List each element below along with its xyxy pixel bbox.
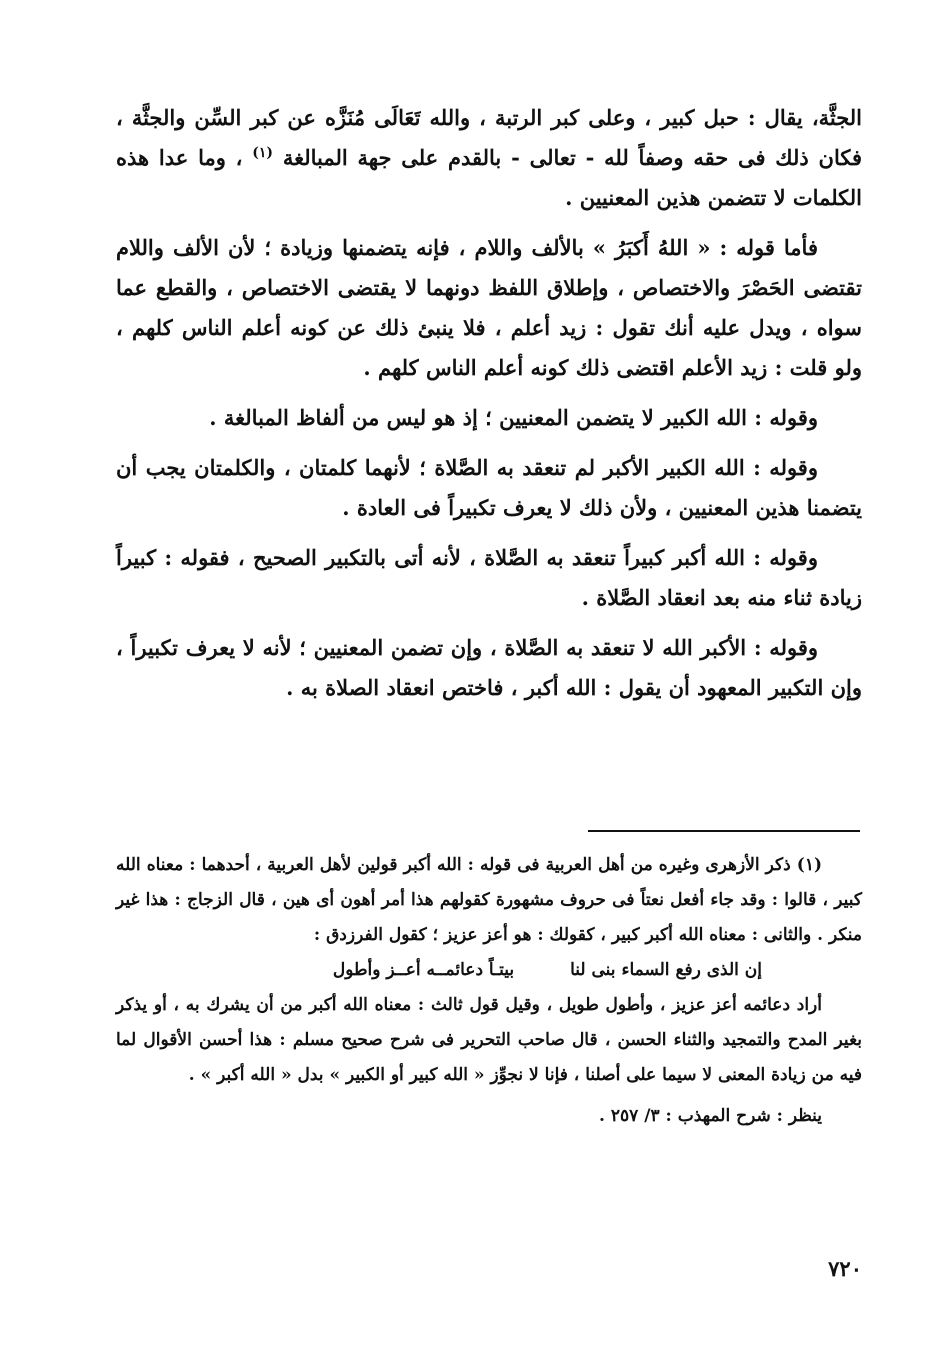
- paragraph-3: وقوله : الله الكبير لا يتضمن المعنيين ؛ إذ هو ليس من ألفاظ المبالغة .: [209, 405, 818, 430]
- page-number: ٧٢٠: [828, 1256, 862, 1281]
- footnotes: [116, 848, 862, 1134]
- verse-first-hemistich: إن الذى رفع السماء بنى لنا: [570, 960, 762, 980]
- footnote-divider: [588, 830, 860, 832]
- paragraph-1-tail: ، وما عدا هذه الكلمات لا تتضمن هذين المعنيين .: [116, 145, 862, 210]
- verse-second-hemistich: بيتـاً دعائمــه أعــز وأطول: [332, 960, 515, 980]
- footnote-reference-source: ينظر : شرح المهذب : ٣/ ٢٥٧ .: [599, 1106, 822, 1126]
- paragraph-6: وقوله : الأكبر الله لا تنعقد به الصَّلاة ، وإن تضمن المعنيين ؛ لأنه لا يعرف تكبيراً ، وإن التكبير المعهود أن يقول : الله أكبر ، فاختص انعقاد الصلاة به .: [116, 635, 862, 700]
- paragraph-2: فأما قوله : « اللهُ أَكبَرُ » بالألف واللام ، فإنه يتضمنها وزيادة ؛ لأن الألف واللام تقتضى الحَصْرَ والاختصاص ، وإطلاق اللفظ دونهما لا يقتضى الاختصاص ، والقطع عما سواه ، ويدل عليه أنك تقول : زيد أعلم ، فلا ينبئ ذلك عن كونه أعلم الناس كلهم ، ولو قلت : زيد الأعلم اقتضى ذلك كونه أعلم الناس كلهم .: [116, 235, 862, 380]
- footnote-1-continued: أراد دعائمه أعز عزيز ، وأطول طويل ، وقيل قول ثالث : معناه الله أكبر من أن يشرك به ، أو يذكر بغير المدح والتمجيد والثناء الحسن ، قال صاحب التحرير فى شرح صحيح مسلم : هذا أحسن الأقوال لما فيه من زيادة المعنى لا سيما على أصلنا ، فإنا لا نجوِّز « الله كبير أو الكبير » بدل « الله أكبر » .: [116, 995, 862, 1085]
- footnote-1: (١) ذكر الأزهرى وغيره من أهل العربية فى قوله : الله أكبر قولين لأهل العربية ، أحدهما : معناه الله كبير ، قالوا : وقد جاء أفعل نعتاً فى حروف مشهورة كقولهم هذا أمر أهون أى هين ، قال الزجاج : هذا غير منكر . والثانى : معناه الله أكبر كبير ، كقولك : هو أعز عزيز ؛ كقول الفرزدق :: [116, 855, 862, 945]
- main-text: [116, 98, 862, 708]
- paragraph-1-text: الجثَّة، يقال : حبل كبير ، وعلى كبر الرتبة ، والله تَعَالَى مُنَزَّه عن كبر السِّن والجثَّة ، فكان ذلك فى حقه وصفاً لله - تعالى - بالقدم على جهة المبالغة: [116, 105, 863, 170]
- paragraph-4: وقوله : الله الكبير الأكبر لم تنعقد به الصَّلاة ؛ لأنهما كلمتان ، والكلمتان يجب أن يتضمنا هذين المعنيين ، ولأن ذلك لا يعرف تكبيراً فى العادة .: [116, 455, 862, 520]
- paragraph-5: وقوله : الله أكبر كبيراً تنعقد به الصَّلاة ، لأنه أتى بالتكبير الصحيح ، فقوله : كبيراً زيادة ثناء منه بعد انعقاد الصَّلاة .: [116, 545, 862, 610]
- footnote-reference: (١): [252, 145, 274, 161]
- paragraph-1: [116, 98, 862, 218]
- poetry-verse: [116, 953, 862, 988]
